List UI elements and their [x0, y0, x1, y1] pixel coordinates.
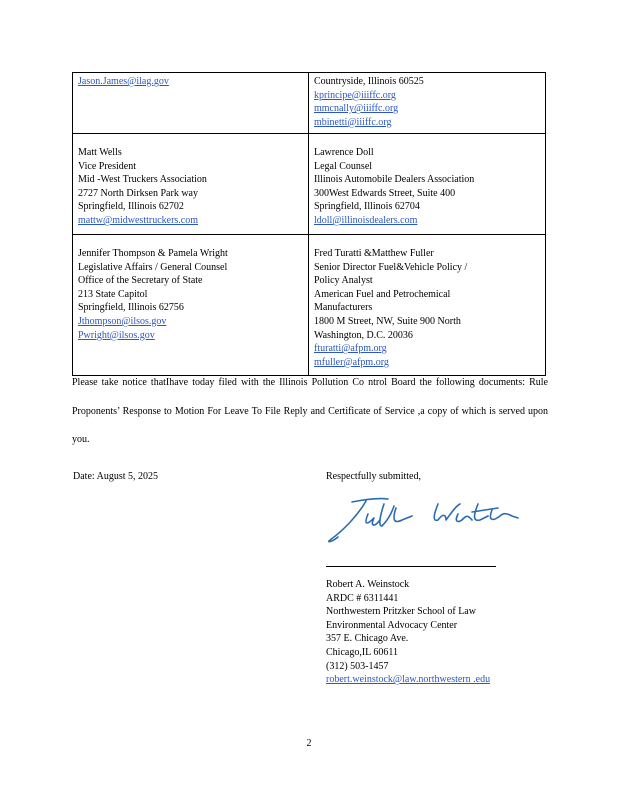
signer-org: Environmental Advocacy Center [326, 619, 458, 631]
contact-name: Matt Wells [78, 147, 122, 158]
signer-name: Robert A. Weinstock [326, 579, 410, 590]
contact-title: Legal Counsel [314, 160, 373, 172]
signature-block [326, 578, 490, 687]
service-cell [309, 235, 546, 376]
email-link[interactable]: mfuller@afpm.org [314, 356, 389, 368]
contact-org: Illinois Automobile Dealers Association [314, 174, 475, 186]
contact-org: American Fuel and Petrochemical [314, 288, 451, 300]
email-link[interactable]: mmcnally@iiiffc.org [314, 103, 399, 115]
address-line: Springfield, Illinois 62704 [314, 201, 420, 213]
email-link[interactable]: ldoll@illinoisdealers.com [314, 214, 418, 226]
service-cell [309, 134, 546, 235]
contact-title: Policy Analyst [314, 275, 373, 287]
service-row [73, 73, 546, 134]
address-line: 300West Edwards Street, Suite 400 [314, 187, 456, 199]
contact-org: Mid -West Truckers Association [78, 174, 207, 186]
address-line: 1800 M Street, NW, Suite 900 North [314, 315, 461, 327]
service-row [73, 134, 546, 235]
email-link[interactable]: kprincipe@iiiffc.org [314, 89, 396, 101]
address-line: Countryside, Illinois 60525 [314, 76, 424, 87]
service-row [73, 235, 546, 376]
signer-ardc: ARDC # 6311441 [326, 592, 399, 604]
email-link[interactable]: mbinetti@iiiffc.org [314, 116, 392, 128]
address-line: Washington, D.C. 20036 [314, 329, 413, 341]
service-list-table [72, 72, 546, 376]
address-line: Springfield, Illinois 62702 [78, 201, 184, 213]
contact-name: Fred Turatti &Matthew Fuller [314, 248, 434, 259]
filing-date: Date: August 5, 2025 [73, 471, 158, 482]
signature-image [322, 490, 532, 550]
contact-name: Lawrence Doll [314, 147, 374, 158]
address-line: 213 State Capitol [78, 288, 148, 300]
address-line: Springfield, Illinois 62756 [78, 302, 184, 314]
contact-title: Legislative Affairs / General Counsel [78, 261, 228, 273]
email-link[interactable]: Pwright@ilsos.gov [78, 329, 155, 341]
address-line: 357 E. Chicago Ave. [326, 633, 409, 645]
email-link[interactable]: mattw@midwesttruckers.com [78, 214, 199, 226]
contact-org: Manufacturers [314, 302, 373, 314]
signer-org: Northwestern Pritzker School of Law [326, 606, 476, 618]
page-number: 2 [306, 738, 312, 749]
email-link[interactable]: fturatti@afpm.org [314, 343, 387, 355]
contact-title: Senior Director Fuel&Vehicle Policy / [314, 261, 468, 273]
signer-phone: (312) 503-1457 [326, 660, 389, 672]
signature-line [326, 566, 496, 567]
service-cell [73, 235, 309, 376]
closing-text: Respectfully submitted, [326, 471, 421, 482]
contact-title: Vice President [78, 160, 136, 172]
email-link[interactable]: Jason.James@ilag.gov [78, 76, 169, 87]
address-line: 2727 North Dirksen Park way [78, 187, 198, 199]
service-cell [73, 73, 309, 134]
notice-paragraph: Please take notice thatIhave today filed with the Illinois Pollution Co ntrol Board the following documents: Rule Proponents’ Response to Motion For Leave To File Reply and Certificate of Service ,a copy of which is served upon you. [72, 377, 548, 446]
contact-org: Office of the Secretary of State [78, 275, 203, 287]
address-line: Chicago,IL 60611 [326, 646, 399, 658]
contact-name: Jennifer Thompson & Pamela Wright [78, 248, 228, 259]
service-cell [73, 134, 309, 235]
email-link[interactable]: Jthompson@ilsos.gov [78, 315, 167, 327]
email-link[interactable]: robert.weinstock@law.northwestern .edu [326, 674, 491, 686]
service-cell [309, 73, 546, 134]
